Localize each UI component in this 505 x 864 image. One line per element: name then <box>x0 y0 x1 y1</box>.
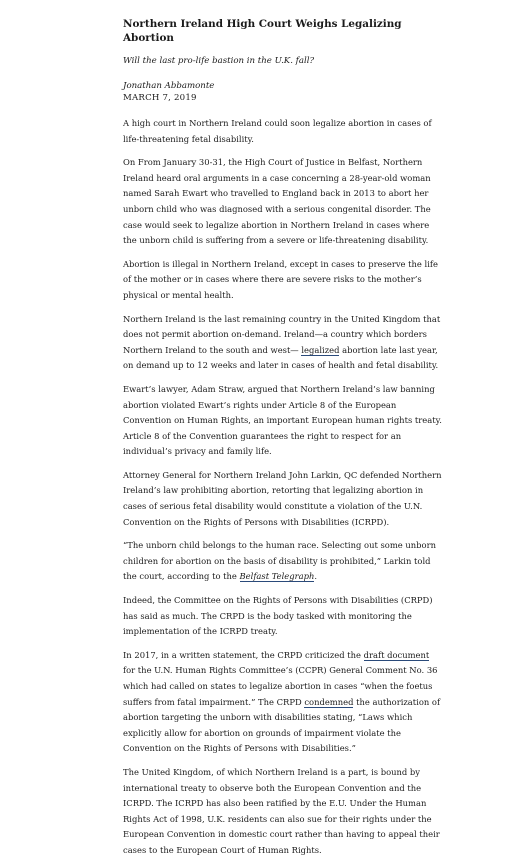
paragraph-4-text-b: abortion late last year, on demand up to 12 weeks and later in cases of health and fetal disability. <box>123 344 439 371</box>
paragraph-3: Abortion is illegal in Northern Ireland, except in cases to preserve the life of the mother or in cases where there are severe risks to the mother’s physical or mental health. <box>123 258 438 300</box>
paragraph-7-text-a: “The unborn child belongs to the human race. Selecting out some unborn children for abortion on the basis of disability is prohibited,” Larkin told the court, according to the <box>123 540 436 582</box>
article-date: MARCH 7, 2019 <box>123 93 197 103</box>
paragraph-10: The United Kingdom, of which Northern Ireland is a part, is bound by international treaty to observe both the European Convention and the ICRPD. The ICRPD has also been ratified by the E.U. Under the Human Rights Act of 1998, U.K. residents can also sue for their rights under the European Convention in domestic court rather than having to appeal their cases to the European Court of Human Rights. <box>123 766 440 855</box>
paragraph-9-text-c: the authorization of abortion targeting the unborn with disabilities stating, “Laws which explicitly allow for abortion on grounds of impairment violate the Convention on the Rights of Persons with Disabilities.” <box>123 696 441 754</box>
paragraph-4 <box>123 312 443 374</box>
paragraph-8: Indeed, the Committee on the Rights of Persons with Disabilities (CRPD) has said as much. The CRPD is the body tasked with monitoring the implementation of the ICRPD treaty. <box>123 595 433 637</box>
condemned-link[interactable]: condemned <box>304 696 354 707</box>
belfast-telegraph-link[interactable]: Belfast Telegraph <box>239 571 315 582</box>
paragraph-4-text-a: Northern Ireland is the last remaining country in the United Kingdom that does not permit abortion on-demand. Ireland—a country which borders Northern Ireland to the south and west— <box>123 313 441 355</box>
paragraph-1: A high court in Northern Ireland could soon legalize abortion in cases of life-threatening fetal disability. <box>123 118 432 144</box>
legalized-link[interactable]: legalized <box>301 344 340 355</box>
article-column <box>123 17 443 859</box>
article-title: Northern Ireland High Court Weighs Legalizing Abortion <box>123 18 402 44</box>
article-subtitle: Will the last pro-life bastion in the U.K. fall? <box>123 56 315 66</box>
paragraph-9-text-a: In 2017, in a written statement, the CRPD criticized the <box>123 649 364 660</box>
article-author: Jonathan Abbamonte <box>123 81 215 91</box>
paragraph-9 <box>123 648 443 757</box>
draft-document-link[interactable]: draft document <box>363 649 430 660</box>
paragraph-7-text-b: . <box>314 571 318 582</box>
paragraph-2: On From January 30-31, the High Court of Justice in Belfast, Northern Ireland heard oral arguments in a case concerning a 28-year-old woman named Sarah Ewart who travelled to England back in 2013 to abort her unborn child who was diagnosed with a serious congenital disorder. The case would seek to legalize abortion in Northern Ireland in cases where the unborn child is suffering from a severe or life-threatening disability. <box>123 157 431 246</box>
paragraph-5: Ewart’s lawyer, Adam Straw, argued that Northern Ireland’s law banning abortion violated Ewart’s rights under Article 8 of the European Convention on Human Rights, an important European human rights treaty. Article 8 of the Convention guarantees the right to respect for an individual’s privacy and family life. <box>123 383 442 457</box>
paragraph-7 <box>123 538 443 585</box>
paragraph-6: Attorney General for Northern Ireland John Larkin, QC defended Northern Ireland’s law prohibiting abortion, retorting that legalizing abortion in cases of serious fetal disability would constitute a violation of the U.N. Convention on the Rights of Persons with Disabilities (ICRPD). <box>123 469 442 527</box>
paragraph-9-text-b: for the U.N. Human Rights Committee’s (CCPR) General Comment No. 36 which had called on states to legalize abortion in cases “when the foetus suffers from fatal impairment.” The CRPD <box>123 665 438 707</box>
